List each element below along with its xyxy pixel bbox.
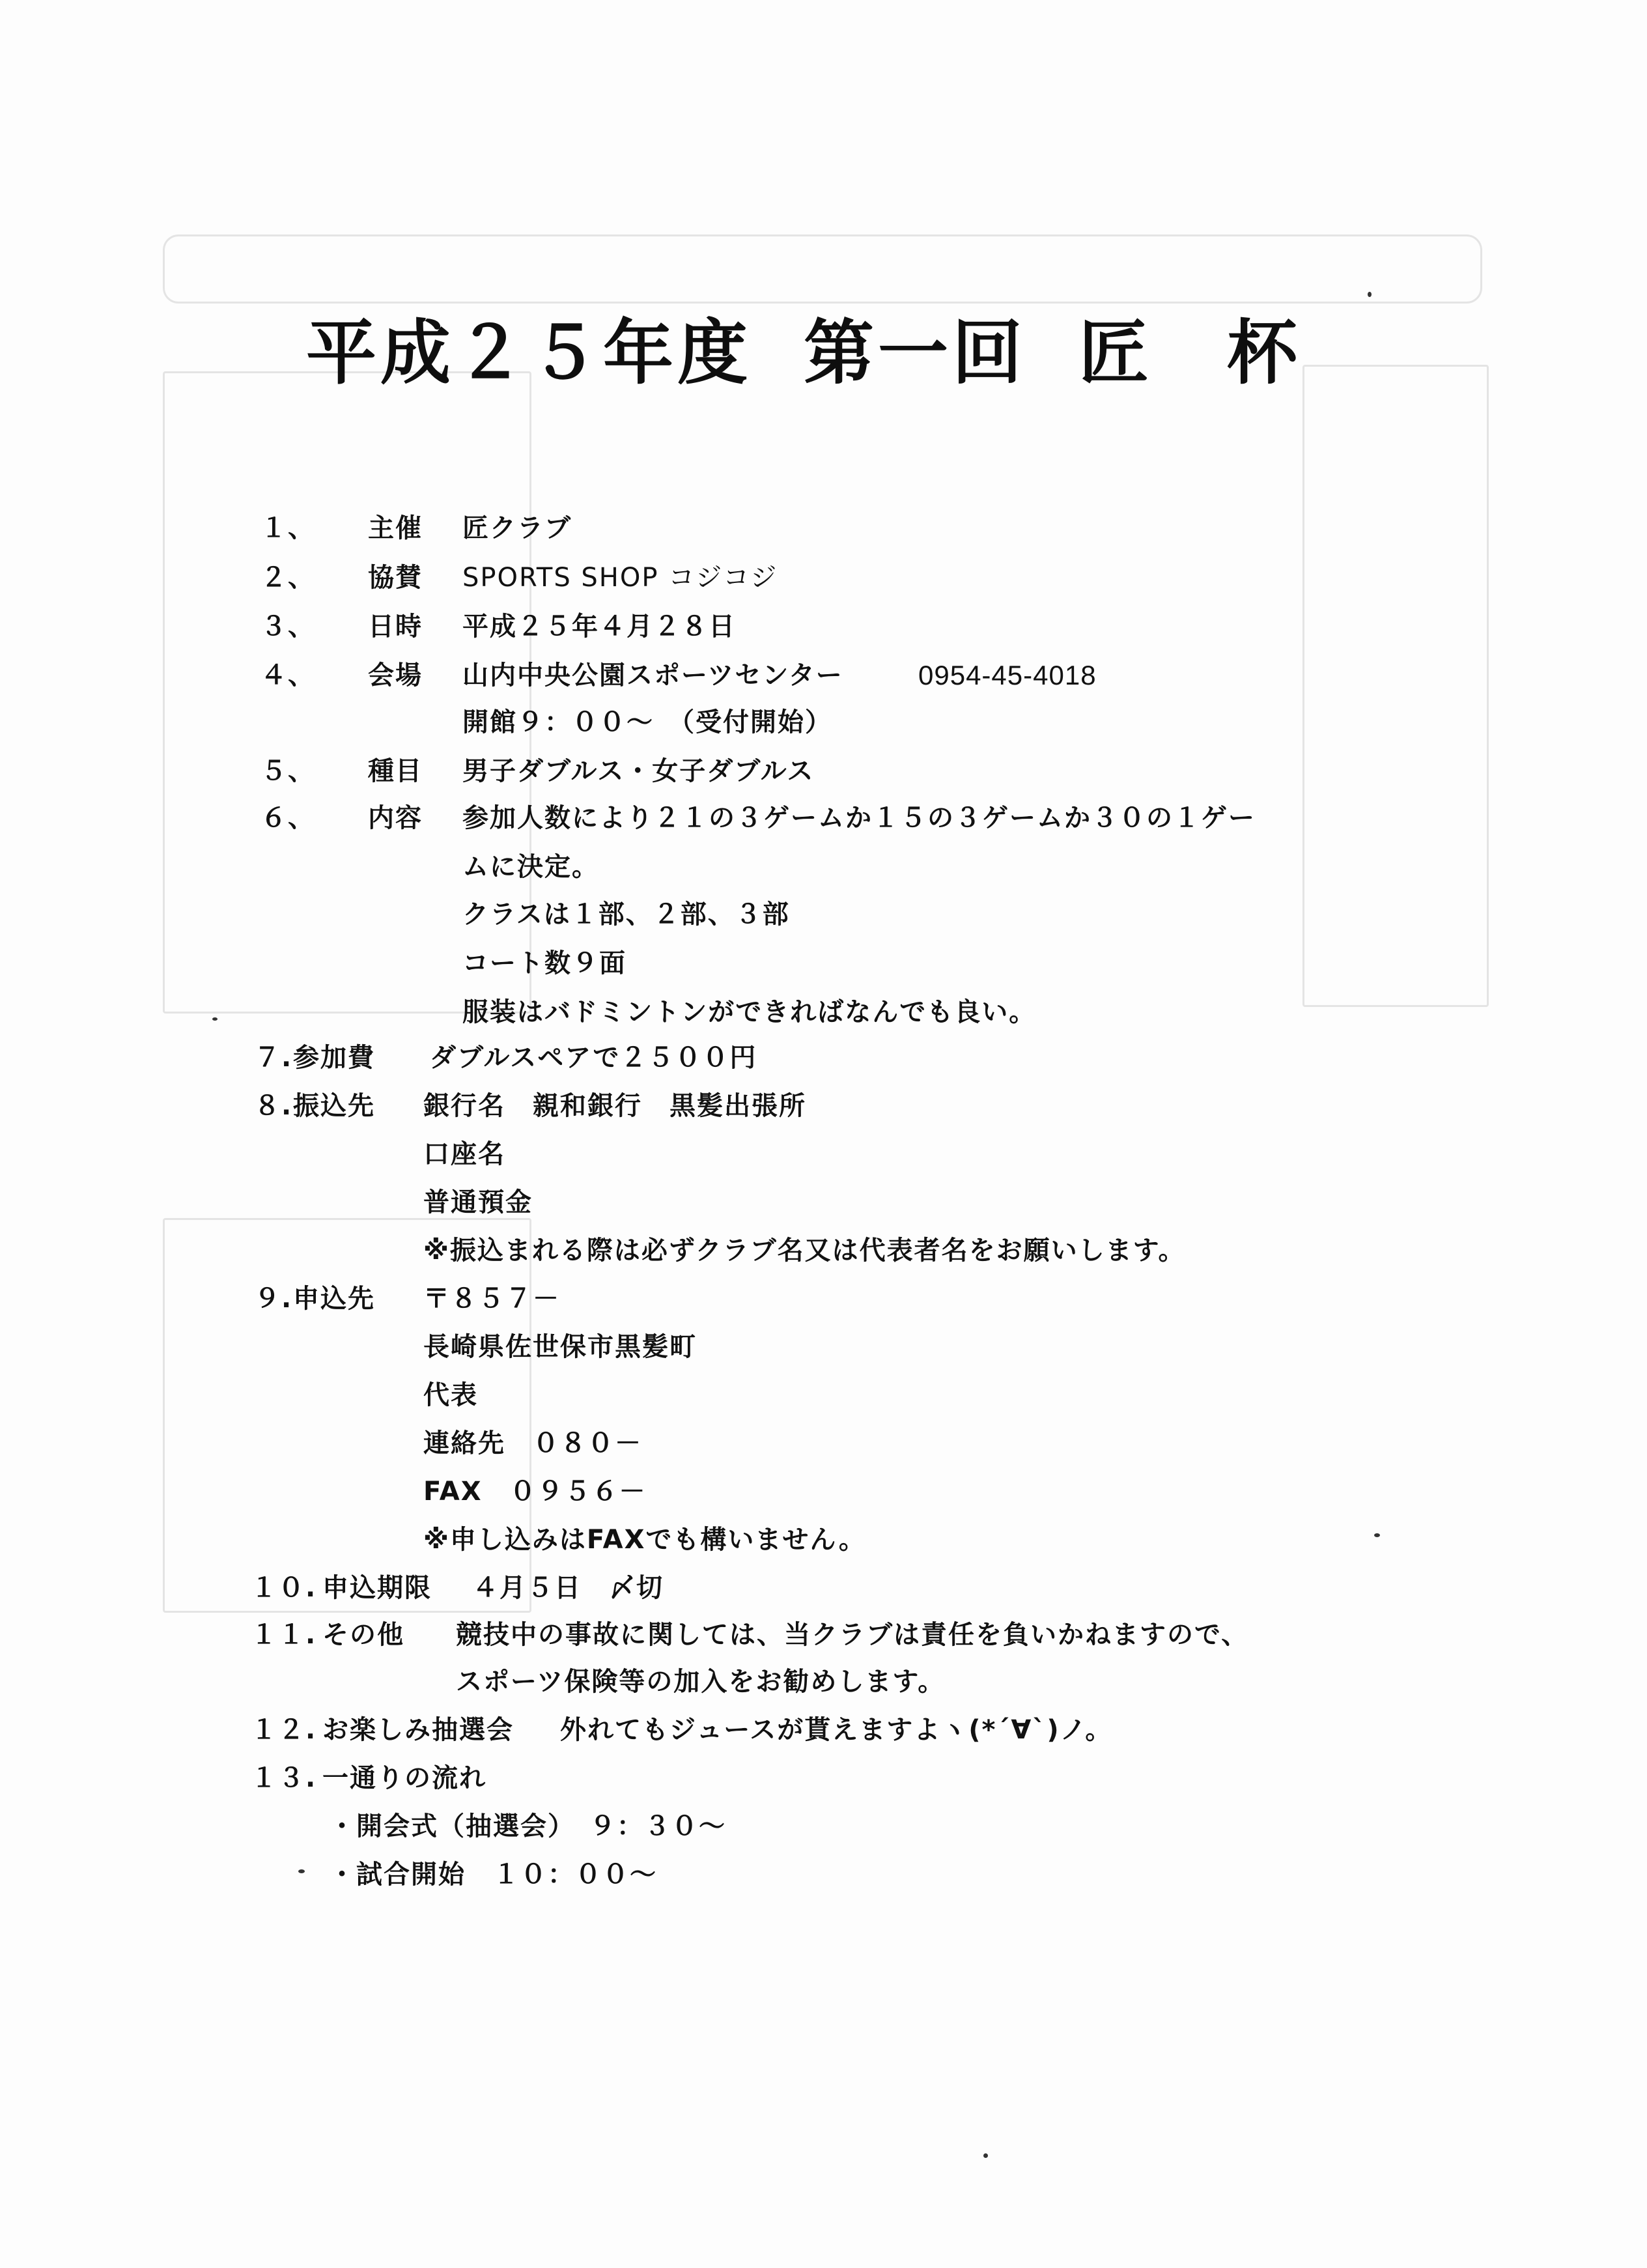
item-value: 開館９：００～ （受付開始） [462, 707, 832, 737]
item-value: 〒８５７－ [423, 1284, 560, 1314]
item-number: ８. [254, 1091, 293, 1121]
item-label: 振込先 [293, 1091, 375, 1121]
item-value: 連絡先 ０８０－ [423, 1428, 642, 1458]
phone-number: 0954-45-4018 [918, 660, 1097, 690]
item-label: 内容 [368, 803, 423, 833]
scan-speck [983, 2153, 988, 2158]
scan-speck [1374, 1533, 1380, 1537]
item-value: 山内中央公園スポーツセンター [462, 660, 843, 690]
item-label: お楽しみ抽選会 [322, 1715, 514, 1745]
item-value: 平成２５年４月２８日 [462, 612, 736, 642]
item-value: ※申し込みはFAXでも構いません。 [423, 1525, 866, 1555]
item-label: 申込先 [293, 1284, 375, 1314]
item-label: その他 [322, 1620, 404, 1650]
item-number: ４、 [260, 660, 315, 690]
item-value: ムに決定。 [462, 852, 599, 882]
item-value: ・開会式（抽選会） ９：３０～ [329, 1811, 726, 1841]
item-value: ※振込まれる際は必ずクラブ名又は代表者名をお願いします。 [423, 1236, 1186, 1266]
title-edition: 第一回 [804, 312, 1027, 394]
item-number: ５、 [260, 756, 315, 786]
scan-speck [298, 1869, 305, 1873]
item-value: スポーツ保険等の加入をお勧めします。 [456, 1667, 946, 1697]
item-value: 服装はバドミントンができればなんでも良い。 [462, 997, 1037, 1027]
item-label: 会場 [368, 660, 423, 690]
item-value: 男子ダブルス・女子ダブルス [462, 756, 815, 786]
scan-speck [1368, 292, 1372, 297]
item-value: ダブルスペアで２５００円 [430, 1043, 757, 1073]
item-number: １１. [251, 1620, 317, 1650]
item-label: 協賛 [368, 563, 423, 593]
item-value: コート数９面 [462, 948, 626, 978]
page-title [306, 296, 1348, 397]
item-number: ３、 [260, 612, 315, 642]
item-number: １、 [260, 513, 315, 543]
scan-speck [212, 1017, 218, 1021]
item-label: 主催 [368, 513, 423, 543]
bleed-through-header [163, 234, 1482, 304]
title-cup-name: 匠 杯 [1078, 312, 1302, 394]
item-value: ・試合開始 １０：００～ [329, 1860, 657, 1890]
item-value: 代表 [423, 1380, 478, 1410]
title-year: 平成２５年度 [306, 312, 752, 394]
item-value: ４月５日 〆切 [472, 1573, 664, 1603]
item-value: 競技中の事故に関しては、当クラブは責任を負いかねますので、 [456, 1620, 1249, 1650]
item-label: 申込期限 [322, 1573, 432, 1603]
item-number: ６、 [260, 803, 315, 833]
item-value: 匠クラブ [462, 513, 572, 543]
item-value: クラスは１部、２部、３部 [462, 900, 790, 929]
item-value: 参加人数により２１の３ゲームか１５の３ゲームか３０の１ゲー [462, 803, 1256, 833]
bleed-through-box-right [1302, 365, 1489, 1007]
item-value: SPORTS SHOP コジコジ [462, 563, 778, 593]
item-number: ９. [254, 1284, 293, 1314]
item-label: 参加費 [293, 1043, 375, 1073]
item-value: 長崎県佐世保市黒髪町 [423, 1332, 697, 1362]
item-label: 種目 [368, 756, 423, 786]
item-value: 口座名 [423, 1139, 505, 1169]
item-label: 日時 [368, 612, 423, 642]
item-value: 銀行名 親和銀行 黒髪出張所 [423, 1091, 806, 1121]
item-value: FAX ０９５６－ [423, 1477, 647, 1507]
item-number: １３. [251, 1763, 317, 1793]
item-number: １２. [251, 1715, 317, 1745]
item-value: 外れてもジュースが貰えますよヽ(*´∀`)ノ。 [560, 1715, 1113, 1745]
item-number: ７. [254, 1043, 293, 1073]
item-number: ２、 [260, 563, 315, 593]
item-value: 普通預金 [423, 1187, 533, 1217]
item-number: １０. [251, 1573, 317, 1603]
item-label: 一通りの流れ [322, 1763, 486, 1793]
